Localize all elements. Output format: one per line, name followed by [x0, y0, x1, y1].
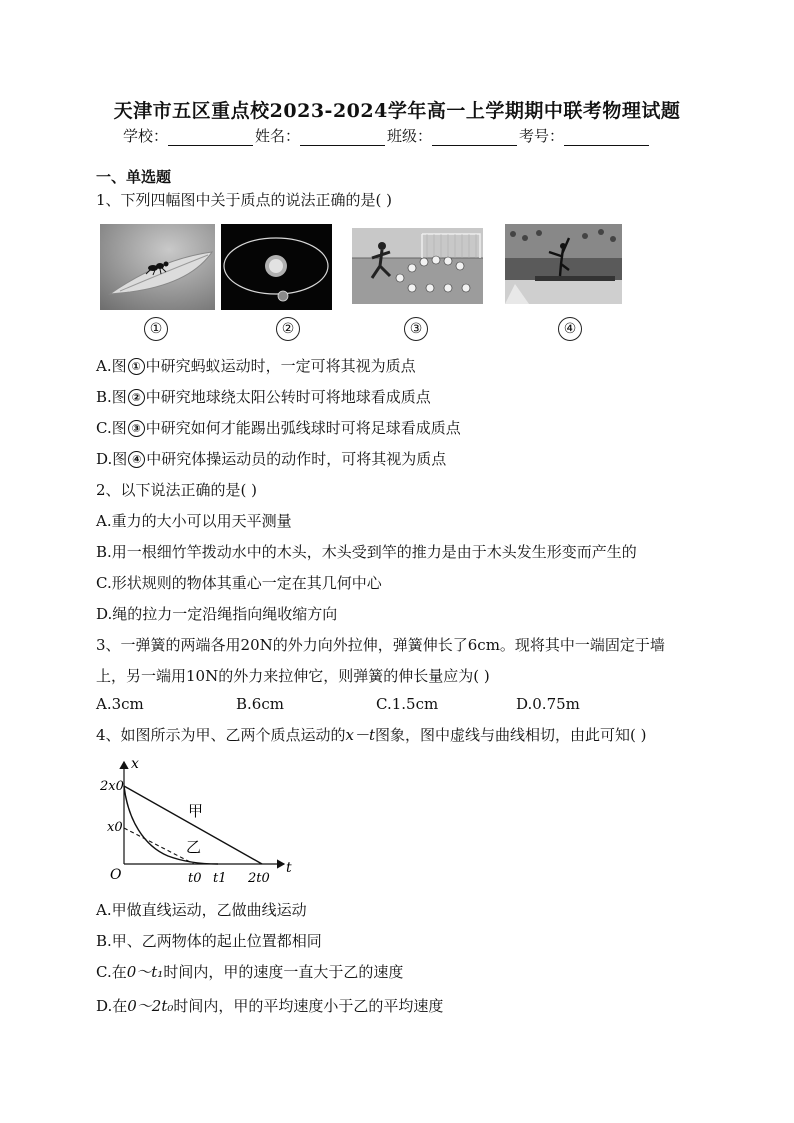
q1-option-d[interactable]: D.图 ④ 中研究体操运动员的动作时，可将其视为质点: [96, 450, 447, 468]
tick-t1: t1: [213, 871, 227, 886]
tick-x0: x0: [107, 820, 123, 835]
q1-option-b[interactable]: B.图 ② 中研究地球绕太阳公转时可将地球看成质点: [96, 388, 431, 406]
tangent-dashed-line: [124, 828, 194, 864]
tick-2t0: 2t0: [248, 871, 270, 886]
gymnast-image: [505, 224, 622, 304]
image-label-2: ②: [276, 317, 300, 341]
image-label-1: ①: [144, 317, 168, 341]
soccer-kick-image: [352, 228, 483, 304]
page-title: 天津市五区重点校2023-2024学年高一上学期期中联考物理试题: [113, 100, 681, 122]
q4-stem: 4、如图所示为甲、乙两个质点运动的x－t图象，图中虚线与曲线相切，由此可知( ): [96, 726, 647, 744]
earth-orbit-image: [221, 224, 332, 310]
q3-option-b[interactable]: B.6cm: [236, 695, 284, 713]
q4-option-d[interactable]: D.在0～2t₀时间内，甲的平均速度小于乙的平均速度: [96, 997, 444, 1015]
q3-option-a[interactable]: A.3cm: [96, 695, 144, 713]
q4-xt-graph: [98, 758, 298, 888]
q3-option-c[interactable]: C.1.5cm: [376, 695, 439, 713]
label-yi: 乙: [186, 838, 202, 856]
tick-t0: t0: [188, 871, 202, 886]
label-jia: 甲: [188, 802, 204, 820]
q3-stem-line-2: 上，另一端用10N的外力来拉伸它，则弹簧的伸长量应为( ): [96, 667, 490, 685]
q3-stem-line-1: 3、一弹簧的两端各用20N的外力向外拉伸，弹簧伸长了6cm。现将其中一端固定于墙: [96, 636, 665, 654]
origin-label: O: [110, 867, 122, 883]
q2-option-d[interactable]: D.绳的拉力一定沿绳指向绳收缩方向: [96, 605, 338, 623]
y-axis-label: x: [131, 758, 139, 772]
x-axis-label: t: [286, 860, 292, 876]
q2-stem: 2、以下说法正确的是( ): [96, 481, 258, 499]
q4-option-a[interactable]: A.甲做直线运动，乙做曲线运动: [96, 901, 307, 919]
school-blank[interactable]: [168, 130, 253, 146]
class-blank[interactable]: [432, 130, 517, 146]
q2-option-a[interactable]: A.重力的大小可以用天平测量: [96, 512, 292, 530]
school-field: 学校：: [123, 125, 255, 146]
q1-stem: 1、下列四幅图中关于质点的说法正确的是( ): [96, 191, 393, 209]
image-label-4: ④: [558, 317, 582, 341]
name-blank[interactable]: [300, 130, 385, 146]
q4-option-c[interactable]: C.在0～t₁时间内，甲的速度一直大于乙的速度: [96, 963, 404, 981]
q3-options: [96, 695, 656, 713]
q2-option-c[interactable]: C.形状规则的物体其重心一定在其几何中心: [96, 574, 382, 592]
ant-on-leaf-image: [100, 224, 215, 310]
q2-option-b[interactable]: B.用一根细竹竿拨动水中的木头，木头受到竿的推力是由于木头发生形变而产生的: [96, 543, 637, 561]
student-info-row: [123, 125, 651, 146]
image-label-3: ③: [404, 317, 428, 341]
exam-number-field: 考号：: [519, 125, 651, 146]
q3-option-d[interactable]: D.0.75m: [516, 695, 580, 713]
tick-2x0: 2x0: [100, 779, 124, 794]
name-field: 姓名：: [255, 125, 387, 146]
section-heading: 一、单选题: [96, 168, 172, 186]
class-field: 班级：: [387, 125, 519, 146]
q4-option-b[interactable]: B.甲、乙两物体的起止位置都相同: [96, 932, 322, 950]
q1-option-a[interactable]: A.图 ① 中研究蚂蚁运动时，一定可将其视为质点: [96, 357, 416, 375]
exam-number-blank[interactable]: [564, 130, 649, 146]
q1-option-c[interactable]: C.图 ③ 中研究如何才能踢出弧线球时可将足球看成质点: [96, 419, 461, 437]
